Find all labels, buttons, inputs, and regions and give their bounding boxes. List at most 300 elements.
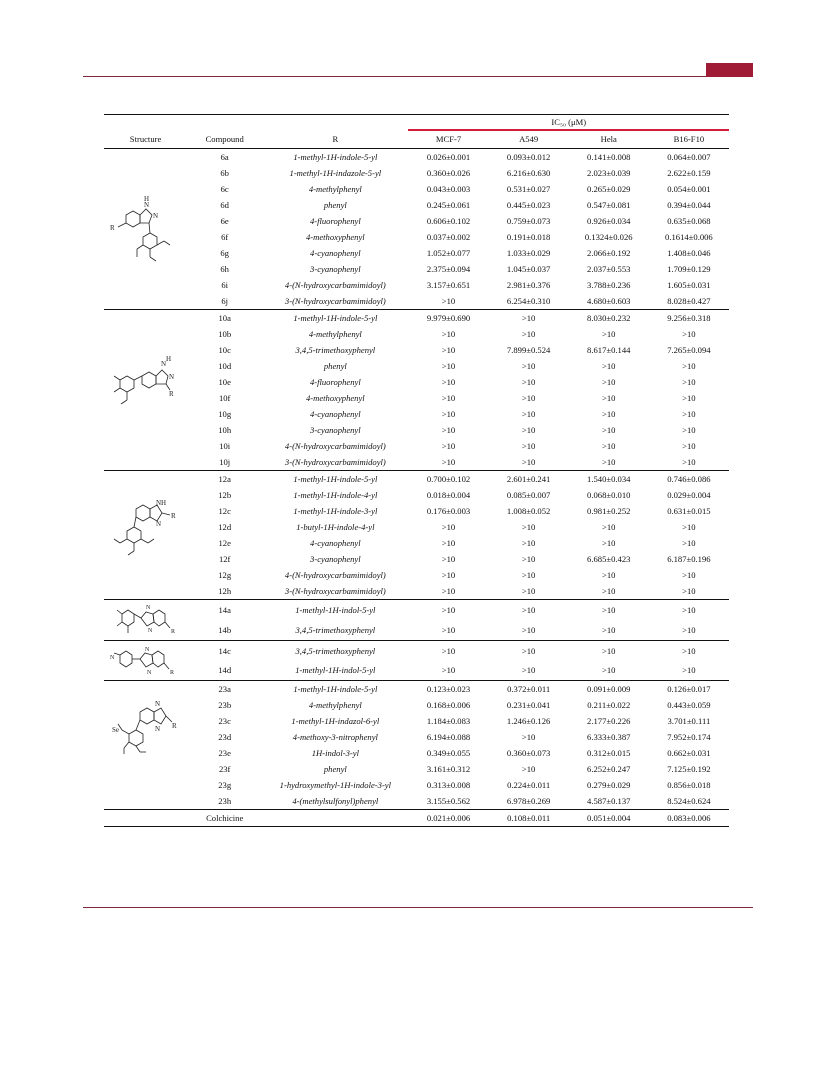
r-substituent: 4-methoxyphenyl [305, 393, 365, 403]
compound-id: 23g [218, 780, 232, 790]
mcf7-value: 0.123±0.023 [408, 681, 488, 698]
footer-rule [83, 907, 753, 908]
b16f10-value: >10 [682, 457, 696, 467]
svg-text:N: N [155, 520, 161, 528]
b16f10-value: >10 [682, 329, 696, 339]
table-body [104, 149, 729, 827]
table-row [104, 149, 729, 166]
r-substituent: 4-methoxy-3-nitrophenyl [292, 732, 378, 742]
compound-id: 23f [218, 764, 231, 774]
structure-10-series [106, 350, 186, 430]
hela-value: >10 [602, 425, 616, 435]
svg-text:H: H [165, 355, 171, 363]
b16f10-value: 2.622±0.159 [667, 168, 711, 178]
hela-value: >10 [602, 522, 616, 532]
mcf7-value: >10 [441, 329, 456, 339]
a549-value: 0.108±0.011 [489, 810, 569, 827]
b16f10-header: B16-F10 [649, 130, 729, 149]
structure-cell [104, 810, 187, 827]
mcf7-value: 0.176±0.003 [426, 506, 471, 516]
b16f10-value: >10 [682, 570, 696, 580]
hela-value: 0.068±0.010 [587, 490, 631, 500]
a549-value: 2.981±0.376 [506, 280, 551, 290]
b16f10-value: 1.408±0.046 [667, 248, 711, 258]
r-substituent: 3-(N-hydroxycarbamimidoyl) [284, 296, 386, 306]
table-row [104, 326, 729, 342]
r-substituent: 1-methyl-1H-indazol-6-yl [291, 716, 380, 726]
svg-text:N: N [145, 605, 150, 611]
a549-value: 0.231±0.041 [506, 700, 551, 710]
compound-id: Colchicine [187, 810, 262, 827]
mcf7-value: >10 [408, 600, 488, 621]
compound-id: 12a [187, 471, 262, 488]
table-row [104, 438, 729, 454]
a549-value: >10 [521, 377, 536, 387]
compound-id: 10d [218, 361, 232, 371]
b16f10-value: 0.443±0.059 [667, 700, 711, 710]
structure-23-series [106, 690, 186, 800]
compound-id: 10g [218, 409, 232, 419]
mcf7-value: >10 [408, 641, 488, 661]
svg-text:R: R [169, 669, 174, 676]
compound-id: 12f [218, 554, 231, 564]
table-row [104, 777, 729, 793]
hela-value: 6.685±0.423 [587, 554, 631, 564]
compound-id: 6i [221, 280, 229, 290]
compound-id: 10e [218, 377, 231, 387]
b16f10-value: >10 [682, 361, 696, 371]
ic50-table [104, 114, 729, 827]
r-substituent: 4-(N-hydroxycarbamimidoyl) [284, 441, 386, 451]
table-row [104, 535, 729, 551]
svg-text:R: R [170, 512, 176, 520]
table-row [104, 551, 729, 567]
b16f10-value: 0.083±0.006 [649, 810, 729, 827]
r-substituent: 4-(methylsulfonyl)phenyl [292, 796, 379, 806]
compound-id: 6c [220, 184, 229, 194]
compound-id: 12d [218, 522, 232, 532]
b16f10-value: >10 [682, 393, 696, 403]
compound-id: 6j [221, 296, 229, 306]
svg-text:N: N [109, 654, 114, 661]
structure-6-series [106, 169, 186, 289]
hela-value: >10 [602, 329, 616, 339]
hela-value: >10 [602, 570, 616, 580]
a549-value: >10 [489, 641, 569, 661]
b16f10-value: 7.265±0.094 [667, 345, 711, 355]
b16f10-value: 0.126±0.017 [649, 681, 729, 698]
a549-value: 0.759±0.073 [506, 216, 551, 226]
header-rule [83, 76, 753, 77]
hela-value: 6.333±0.387 [587, 732, 631, 742]
r-substituent: 4-(N-hydroxycarbamimidoyl) [284, 280, 386, 290]
mcf7-value: 0.043±0.003 [426, 184, 471, 194]
compound-id: 6e [220, 216, 229, 226]
b16f10-value: >10 [682, 665, 696, 676]
b16f10-value: 6.187±0.196 [667, 554, 711, 564]
hela-value: 0.265±0.029 [587, 184, 631, 194]
r-substituent: 1-hydroxymethyl-1H-indole-3-yl [279, 780, 392, 790]
r-substituent: 1-methyl-1H-indole-4-yl [293, 490, 378, 500]
a549-value: 1.008±0.052 [506, 506, 551, 516]
b16f10-value: >10 [682, 441, 696, 451]
hela-value: >10 [602, 665, 616, 676]
table-row [104, 390, 729, 406]
table-row [104, 374, 729, 390]
r-substituent: 3-(N-hydroxycarbamimidoyl) [284, 586, 386, 596]
hela-value: >10 [602, 538, 616, 548]
a549-value: 0.531±0.027 [506, 184, 551, 194]
b16f10-value: 0.394±0.044 [667, 200, 711, 210]
header-accent-tab [706, 63, 753, 77]
hela-value: 0.091±0.009 [569, 681, 649, 698]
b16f10-value: >10 [682, 425, 696, 435]
table-row [104, 503, 729, 519]
r-substituent: 1-methyl-1H-indole-5-yl [262, 681, 408, 698]
r-substituent: 3,4,5-trimethoxyphenyl [295, 345, 376, 355]
compound-id: 6d [220, 200, 229, 210]
a549-header: A549 [489, 130, 569, 149]
hela-value: >10 [569, 600, 649, 621]
compound-id: 23b [218, 700, 232, 710]
compound-id: 10f [218, 393, 231, 403]
b16f10-value: >10 [682, 377, 696, 387]
compound-id: 12b [218, 490, 232, 500]
b16f10-value: 7.125±0.192 [667, 764, 711, 774]
r-substituent: 1-methyl-1H-indole-5-yl [262, 310, 408, 327]
r-substituent: 4-cyanophenyl [310, 248, 361, 258]
structure-cell [104, 681, 187, 810]
table-row [104, 661, 729, 681]
table-row [104, 761, 729, 777]
hela-value: 6.252±0.247 [587, 764, 631, 774]
r-substituent: 4-methylphenyl [308, 700, 362, 710]
b16f10-value: 0.029±0.004 [667, 490, 711, 500]
table-row [104, 600, 729, 621]
compound-id: 12e [218, 538, 231, 548]
compound-id: 23c [218, 716, 231, 726]
b16f10-value: 0.662±0.031 [667, 748, 711, 758]
b16f10-value: 0.635±0.068 [667, 216, 711, 226]
compound-header: Compound [187, 130, 262, 149]
table-row [104, 810, 729, 827]
svg-text:H: H [143, 195, 149, 203]
r-substituent: 3-cyanophenyl [310, 264, 361, 274]
compound-id: 10a [187, 310, 262, 327]
hela-value: >10 [602, 457, 616, 467]
svg-text:R: R [171, 722, 177, 730]
a549-value: >10 [489, 600, 569, 621]
mcf7-value: >10 [441, 409, 456, 419]
table-row [104, 229, 729, 245]
a549-value: >10 [521, 457, 536, 467]
a549-value: 6.254±0.310 [506, 296, 551, 306]
a549-value: >10 [521, 361, 536, 371]
a549-value: >10 [489, 310, 569, 327]
hela-value: 0.312±0.015 [587, 748, 631, 758]
b16f10-value: 0.1614±0.006 [665, 232, 713, 242]
hela-value: 1.540±0.034 [569, 471, 649, 488]
compound-id: 12g [218, 570, 232, 580]
hela-value: 2.037±0.553 [587, 264, 631, 274]
r-substituent: 1-methyl-1H-indole-5-yl [262, 149, 408, 166]
a549-value: 1.246±0.126 [506, 716, 551, 726]
r-substituent: 1-methyl-1H-indol-5-yl [295, 665, 376, 676]
hela-value: >10 [602, 586, 616, 596]
table-row [104, 358, 729, 374]
compound-id: 14d [218, 665, 232, 676]
a549-value: >10 [521, 625, 536, 635]
table-row [104, 583, 729, 600]
compound-id: 23a [187, 681, 262, 698]
r-substituent: 1-methyl-1H-indole-5-yl [262, 471, 408, 488]
r-substituent: 4-methylphenyl [308, 184, 362, 194]
table-row [104, 406, 729, 422]
a549-value: >10 [521, 764, 536, 774]
b16f10-value: >10 [649, 641, 729, 661]
structure-14ab-series [106, 600, 186, 640]
mcf7-value: 0.349±0.055 [426, 748, 471, 758]
table-row [104, 793, 729, 810]
a549-value: >10 [521, 441, 536, 451]
a549-value: 6.216±0.630 [506, 168, 551, 178]
compound-id: 6b [220, 168, 229, 178]
table-row [104, 293, 729, 310]
compound-id: 12c [218, 506, 231, 516]
a549-value: 7.899±0.524 [506, 345, 551, 355]
structure-header: Structure [104, 130, 187, 149]
structure-cell [104, 310, 187, 471]
table-row [104, 487, 729, 503]
table-row [104, 197, 729, 213]
a549-value: 0.093±0.012 [489, 149, 569, 166]
mcf7-value: 0.168±0.006 [426, 700, 471, 710]
mcf7-value: 3.161±0.312 [426, 764, 471, 774]
table-row [104, 310, 729, 327]
r-substituent: phenyl [323, 200, 347, 210]
structure-cell [104, 641, 187, 681]
structure-cell [104, 600, 187, 641]
mcf7-value: 0.021±0.006 [408, 810, 488, 827]
hela-value: 0.211±0.022 [587, 700, 631, 710]
table-row [104, 713, 729, 729]
mcf7-value: 1.052±0.077 [426, 248, 471, 258]
r-substituent: 1-methyl-1H-indol-5-yl [262, 600, 408, 621]
b16f10-value: >10 [682, 538, 696, 548]
table-row [104, 213, 729, 229]
r-substituent: 4-cyanophenyl [310, 409, 361, 419]
table-row [104, 519, 729, 535]
r-header: R [262, 130, 408, 149]
b16f10-value: 0.856±0.018 [667, 780, 711, 790]
hela-value: 2.066±0.192 [587, 248, 631, 258]
a549-value: 1.033±0.029 [506, 248, 551, 258]
compound-id: 12h [218, 586, 232, 596]
structure-14cd-series [106, 643, 186, 679]
mcf7-value: >10 [441, 586, 456, 596]
table-row [104, 165, 729, 181]
mcf7-value: 9.979±0.690 [408, 310, 488, 327]
b16f10-value: 8.028±0.427 [667, 296, 711, 306]
a549-value: >10 [521, 522, 536, 532]
svg-text:N: N [152, 212, 158, 220]
mcf7-value: >10 [441, 554, 456, 564]
b16f10-value: >10 [682, 625, 696, 635]
a549-value: >10 [521, 425, 536, 435]
mcf7-value: >10 [441, 425, 456, 435]
compound-id: 10i [219, 441, 231, 451]
compound-id: 6h [220, 264, 229, 274]
hela-value: 4.587±0.137 [587, 796, 631, 806]
table-row [104, 261, 729, 277]
table-row [104, 342, 729, 358]
compound-id: 14b [218, 625, 232, 635]
table-row [104, 181, 729, 197]
hela-value: 0.926±0.034 [587, 216, 631, 226]
b16f10-value: 7.952±0.174 [667, 732, 711, 742]
mcf7-value: >10 [441, 296, 456, 306]
hela-value: 3.788±0.236 [587, 280, 631, 290]
r-substituent: phenyl [323, 764, 347, 774]
hela-value: >10 [569, 641, 649, 661]
mcf7-value: 3.157±0.651 [426, 280, 471, 290]
compound-id: 23d [218, 732, 232, 742]
mcf7-value: >10 [441, 441, 456, 451]
mcf7-value: 3.155±0.562 [426, 796, 471, 806]
a549-value: 0.085±0.007 [506, 490, 551, 500]
compound-id: 6f [221, 232, 229, 242]
r-substituent: 1H-indol-3-yl [311, 748, 359, 758]
table-row [104, 454, 729, 471]
table-row [104, 745, 729, 761]
mcf7-value: 0.360±0.026 [426, 168, 471, 178]
svg-text:N: N [154, 725, 160, 733]
mcf7-header: MCF-7 [408, 130, 488, 149]
svg-text:NH: NH [155, 499, 166, 507]
table-row [104, 641, 729, 661]
r-substituent: 3,4,5-trimethoxyphenyl [262, 641, 408, 661]
svg-text:R: R [109, 224, 115, 232]
table-row [104, 567, 729, 583]
svg-text:N: N [168, 373, 174, 381]
r-substituent: 1-methyl-1H-indazole-5-yl [289, 168, 382, 178]
table-row [104, 422, 729, 438]
mcf7-value: >10 [441, 570, 456, 580]
a549-value: >10 [521, 586, 536, 596]
hela-value: 0.051±0.004 [569, 810, 649, 827]
a549-value: >10 [521, 732, 536, 742]
mcf7-value: >10 [441, 665, 456, 676]
b16f10-value: 0.054±0.001 [667, 184, 711, 194]
compound-id: 23e [218, 748, 231, 758]
svg-text:R: R [170, 629, 175, 635]
b16f10-value: 8.524±0.624 [667, 796, 711, 806]
r-substituent: 4-methylphenyl [308, 329, 362, 339]
svg-text:N: N [143, 201, 149, 209]
hela-value: >10 [602, 409, 616, 419]
a549-value: 2.601±0.241 [489, 471, 569, 488]
svg-text:R: R [168, 390, 174, 398]
a549-value: 0.191±0.018 [506, 232, 551, 242]
table-row [104, 681, 729, 698]
hela-value: 0.981±0.252 [587, 506, 631, 516]
hela-value: >10 [602, 625, 616, 635]
r-substituent: 3-cyanophenyl [310, 425, 361, 435]
mcf7-value: 0.245±0.061 [426, 200, 471, 210]
svg-text:Se: Se [111, 726, 119, 734]
svg-text:N: N [146, 669, 151, 676]
mcf7-value: 2.375±0.094 [426, 264, 471, 274]
mcf7-value: >10 [441, 522, 456, 532]
a549-value: >10 [521, 329, 536, 339]
hela-value: >10 [602, 361, 616, 371]
r-substituent: phenyl [323, 361, 347, 371]
compound-id: 23h [218, 796, 232, 806]
a549-value: >10 [521, 665, 536, 676]
a549-value: 0.224±0.011 [507, 780, 551, 790]
a549-value: 6.978±0.269 [506, 796, 551, 806]
compound-id: 14c [187, 641, 262, 661]
mcf7-value: 6.194±0.088 [426, 732, 471, 742]
a549-value: 0.445±0.023 [506, 200, 551, 210]
compound-id: 10j [219, 457, 231, 467]
table-row [104, 471, 729, 488]
r-substituent: 3-(N-hydroxycarbamimidoyl) [284, 457, 386, 467]
mcf7-value: >10 [441, 345, 456, 355]
a549-value: >10 [521, 538, 536, 548]
compound-id: 14a [187, 600, 262, 621]
r-substituent [262, 810, 408, 827]
b16f10-value: 9.256±0.318 [649, 310, 729, 327]
table-row [104, 245, 729, 261]
b16f10-value: 0.631±0.015 [667, 506, 711, 516]
hela-value: >10 [602, 441, 616, 451]
b16f10-value: 1.709±0.129 [667, 264, 711, 274]
ic50-header: IC₅₀ (μM) [408, 115, 729, 131]
compound-id: 10c [218, 345, 231, 355]
mcf7-value: >10 [441, 625, 456, 635]
r-substituent: 4-cyanophenyl [310, 538, 361, 548]
hela-value: 0.279±0.029 [587, 780, 631, 790]
svg-text:N: N [154, 700, 160, 708]
r-substituent: 1-methyl-1H-indole-3-yl [293, 506, 378, 516]
mcf7-value: 0.037±0.002 [426, 232, 471, 242]
mcf7-value: >10 [441, 377, 456, 387]
compound-id: 10h [218, 425, 232, 435]
a549-value: 1.045±0.037 [506, 264, 551, 274]
table-row [104, 620, 729, 641]
mcf7-value: 0.700±0.102 [408, 471, 488, 488]
mcf7-value: 0.018±0.004 [426, 490, 471, 500]
hela-value: 8.030±0.232 [569, 310, 649, 327]
b16f10-value: 0.746±0.086 [649, 471, 729, 488]
b16f10-value: >10 [682, 522, 696, 532]
hela-value: 2.177±0.226 [587, 716, 631, 726]
hela-value: 0.141±0.008 [569, 149, 649, 166]
mcf7-value: 0.606±0.102 [426, 216, 471, 226]
hela-value: >10 [602, 393, 616, 403]
table-row [104, 697, 729, 713]
hela-header: Hela [569, 130, 649, 149]
hela-value: 0.547±0.081 [587, 200, 631, 210]
r-substituent: 4-fluorophenyl [309, 377, 361, 387]
r-substituent: 1-butyl-1H-indole-4-yl [296, 522, 375, 532]
mcf7-value: >10 [441, 538, 456, 548]
table-row [104, 729, 729, 745]
r-substituent: 4-methoxyphenyl [305, 232, 365, 242]
a549-value: >10 [521, 570, 536, 580]
r-substituent: 3,4,5-trimethoxyphenyl [295, 625, 376, 635]
